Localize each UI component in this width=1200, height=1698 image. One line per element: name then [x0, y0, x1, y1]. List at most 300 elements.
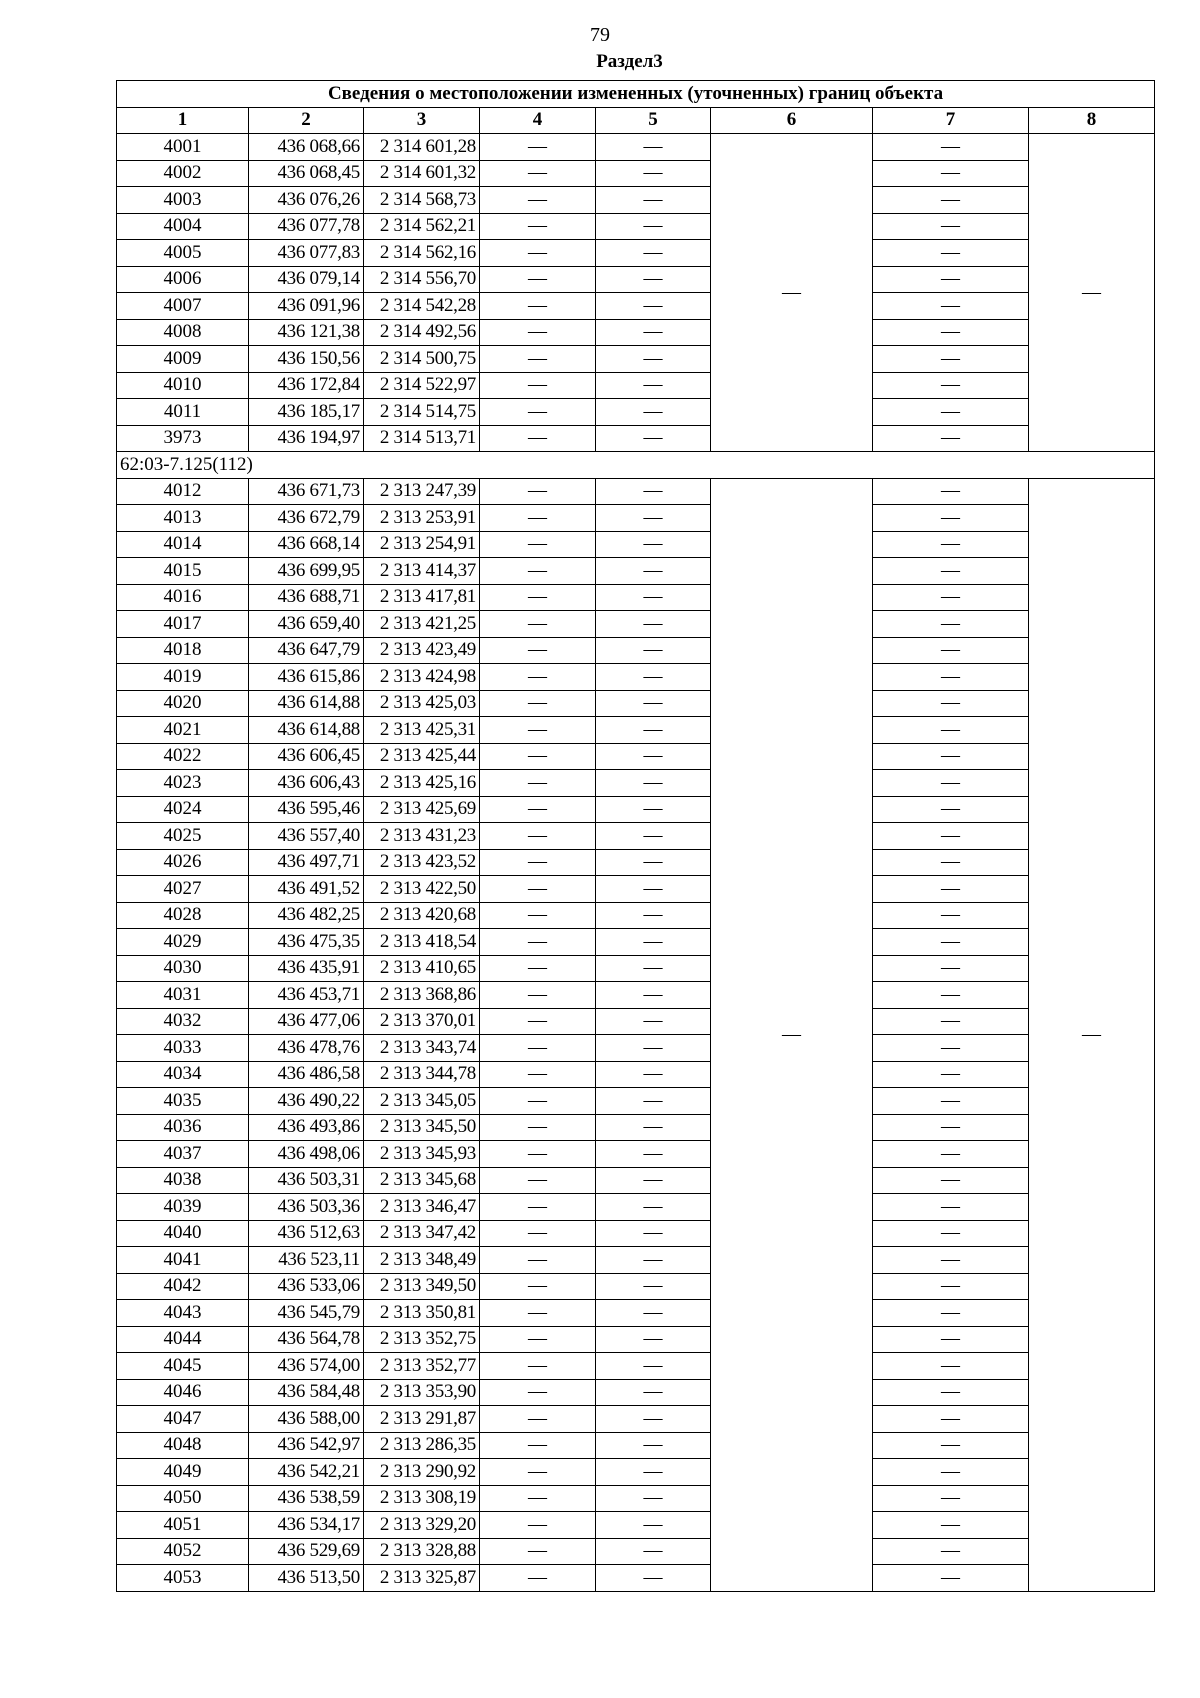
y-coordinate-cell: 2 313 343,74: [364, 1035, 480, 1062]
column-4-cell: —: [480, 1114, 596, 1141]
table-row: [117, 372, 1155, 399]
x-coordinate-cell: 436 079,14: [249, 266, 364, 293]
column-5-cell: —: [596, 1088, 711, 1115]
column-7-cell: —: [873, 399, 1029, 426]
column-7-cell: —: [873, 1088, 1029, 1115]
table-row: [117, 213, 1155, 240]
column-7-cell: —: [873, 346, 1029, 373]
table-row: [117, 1432, 1155, 1459]
y-coordinate-cell: 2 313 420,68: [364, 902, 480, 929]
column-header-5: 5: [596, 107, 711, 134]
y-coordinate-cell: 2 313 254,91: [364, 531, 480, 558]
table-row: [117, 743, 1155, 770]
column-6-merged-cell: —: [711, 478, 873, 1591]
point-number-cell: 4030: [117, 955, 249, 982]
table-row: [117, 1247, 1155, 1274]
y-coordinate-cell: 2 313 291,87: [364, 1406, 480, 1433]
y-coordinate-cell: 2 313 350,81: [364, 1300, 480, 1327]
point-number-cell: 4017: [117, 611, 249, 638]
column-7-cell: —: [873, 505, 1029, 532]
column-5-cell: —: [596, 743, 711, 770]
column-4-cell: —: [480, 955, 596, 982]
x-coordinate-cell: 436 150,56: [249, 346, 364, 373]
column-5-cell: —: [596, 796, 711, 823]
y-coordinate-cell: 2 313 345,50: [364, 1114, 480, 1141]
table-row: [117, 1379, 1155, 1406]
x-coordinate-cell: 436 068,45: [249, 160, 364, 187]
column-4-cell: —: [480, 266, 596, 293]
x-coordinate-cell: 436 615,86: [249, 664, 364, 691]
y-coordinate-cell: 2 313 418,54: [364, 929, 480, 956]
x-coordinate-cell: 436 523,11: [249, 1247, 364, 1274]
point-number-cell: 4024: [117, 796, 249, 823]
column-4-cell: —: [480, 505, 596, 532]
point-number-cell: 4013: [117, 505, 249, 532]
column-7-cell: —: [873, 929, 1029, 956]
column-5-cell: —: [596, 1459, 711, 1486]
point-number-cell: 4033: [117, 1035, 249, 1062]
x-coordinate-cell: 436 478,76: [249, 1035, 364, 1062]
column-5-cell: —: [596, 1326, 711, 1353]
column-5-cell: —: [596, 1300, 711, 1327]
column-4-cell: —: [480, 902, 596, 929]
column-7-cell: —: [873, 902, 1029, 929]
y-coordinate-cell: 2 313 421,25: [364, 611, 480, 638]
table-row: [117, 637, 1155, 664]
column-5-cell: —: [596, 134, 711, 161]
x-coordinate-cell: 436 121,38: [249, 319, 364, 346]
column-4-cell: —: [480, 1300, 596, 1327]
point-number-cell: 4046: [117, 1379, 249, 1406]
column-4-cell: —: [480, 346, 596, 373]
column-7-cell: —: [873, 478, 1029, 505]
column-7-cell: —: [873, 1432, 1029, 1459]
column-4-cell: —: [480, 743, 596, 770]
column-7-cell: —: [873, 1008, 1029, 1035]
table-row: [117, 1273, 1155, 1300]
y-coordinate-cell: 2 314 514,75: [364, 399, 480, 426]
table-row: [117, 558, 1155, 585]
x-coordinate-cell: 436 668,14: [249, 531, 364, 558]
x-coordinate-cell: 436 529,69: [249, 1538, 364, 1565]
x-coordinate-cell: 436 194,97: [249, 425, 364, 452]
table-row: [117, 902, 1155, 929]
column-7-cell: —: [873, 584, 1029, 611]
y-coordinate-cell: 2 313 325,87: [364, 1565, 480, 1592]
x-coordinate-cell: 436 647,79: [249, 637, 364, 664]
point-number-cell: 4043: [117, 1300, 249, 1327]
table-row: [117, 1353, 1155, 1380]
column-7-cell: —: [873, 637, 1029, 664]
y-coordinate-cell: 2 313 353,90: [364, 1379, 480, 1406]
column-7-cell: —: [873, 1459, 1029, 1486]
point-number-cell: 4006: [117, 266, 249, 293]
column-4-cell: —: [480, 1273, 596, 1300]
x-coordinate-cell: 436 486,58: [249, 1061, 364, 1088]
x-coordinate-cell: 436 557,40: [249, 823, 364, 850]
column-7-cell: —: [873, 823, 1029, 850]
table-row: [117, 531, 1155, 558]
point-number-cell: 4020: [117, 690, 249, 717]
x-coordinate-cell: 436 595,46: [249, 796, 364, 823]
table-row: [117, 611, 1155, 638]
x-coordinate-cell: 436 076,26: [249, 187, 364, 214]
point-number-cell: 4023: [117, 770, 249, 797]
x-coordinate-cell: 436 077,83: [249, 240, 364, 267]
point-number-cell: 4039: [117, 1194, 249, 1221]
column-5-cell: —: [596, 1247, 711, 1274]
table-row: [117, 478, 1155, 505]
column-7-cell: —: [873, 266, 1029, 293]
column-4-cell: —: [480, 1538, 596, 1565]
column-7-cell: —: [873, 690, 1029, 717]
x-coordinate-cell: 436 672,79: [249, 505, 364, 532]
x-coordinate-cell: 436 490,22: [249, 1088, 364, 1115]
column-header-2: 2: [249, 107, 364, 134]
table-row: [117, 1459, 1155, 1486]
point-number-cell: 4008: [117, 319, 249, 346]
point-number-cell: 4041: [117, 1247, 249, 1274]
column-7-cell: —: [873, 1061, 1029, 1088]
column-7-cell: —: [873, 1379, 1029, 1406]
x-coordinate-cell: 436 497,71: [249, 849, 364, 876]
table-row: [117, 849, 1155, 876]
table-row: [117, 1300, 1155, 1327]
point-number-cell: 4029: [117, 929, 249, 956]
y-coordinate-cell: 2 313 347,42: [364, 1220, 480, 1247]
column-5-cell: —: [596, 160, 711, 187]
column-7-cell: —: [873, 664, 1029, 691]
table-row: [117, 266, 1155, 293]
column-5-cell: —: [596, 611, 711, 638]
column-7-cell: —: [873, 1114, 1029, 1141]
y-coordinate-cell: 2 313 417,81: [364, 584, 480, 611]
column-7-cell: —: [873, 1300, 1029, 1327]
y-coordinate-cell: 2 314 500,75: [364, 346, 480, 373]
point-number-cell: 4051: [117, 1512, 249, 1539]
column-4-cell: —: [480, 690, 596, 717]
point-number-cell: 4042: [117, 1273, 249, 1300]
column-4-cell: —: [480, 372, 596, 399]
column-7-cell: —: [873, 1485, 1029, 1512]
table-row: [117, 823, 1155, 850]
column-7-cell: —: [873, 955, 1029, 982]
column-4-cell: —: [480, 611, 596, 638]
column-4-cell: —: [480, 1512, 596, 1539]
table-row: [117, 717, 1155, 744]
column-7-cell: —: [873, 319, 1029, 346]
column-5-cell: —: [596, 1008, 711, 1035]
y-coordinate-cell: 2 313 346,47: [364, 1194, 480, 1221]
point-number-cell: 4027: [117, 876, 249, 903]
column-5-cell: —: [596, 399, 711, 426]
column-5-cell: —: [596, 1565, 711, 1592]
column-4-cell: —: [480, 584, 596, 611]
point-number-cell: 4035: [117, 1088, 249, 1115]
point-number-cell: 4018: [117, 637, 249, 664]
point-number-cell: 4048: [117, 1432, 249, 1459]
column-8-merged-cell: —: [1029, 478, 1155, 1591]
y-coordinate-cell: 2 313 422,50: [364, 876, 480, 903]
y-coordinate-cell: 2 313 329,20: [364, 1512, 480, 1539]
column-5-cell: —: [596, 1538, 711, 1565]
column-4-cell: —: [480, 1035, 596, 1062]
point-number-cell: 4012: [117, 478, 249, 505]
table-row: [117, 1565, 1155, 1592]
y-coordinate-cell: 2 314 522,97: [364, 372, 480, 399]
point-number-cell: 4040: [117, 1220, 249, 1247]
y-coordinate-cell: 2 314 601,28: [364, 134, 480, 161]
table-row: [117, 346, 1155, 373]
y-coordinate-cell: 2 313 410,65: [364, 955, 480, 982]
column-7-cell: —: [873, 558, 1029, 585]
column-5-cell: —: [596, 1194, 711, 1221]
point-number-cell: 4025: [117, 823, 249, 850]
point-number-cell: 4014: [117, 531, 249, 558]
table-row: [117, 1035, 1155, 1062]
column-7-cell: —: [873, 849, 1029, 876]
column-4-cell: —: [480, 399, 596, 426]
column-5-cell: —: [596, 1406, 711, 1433]
table-row: [117, 1194, 1155, 1221]
column-4-cell: —: [480, 478, 596, 505]
table-row: [117, 1538, 1155, 1565]
point-number-cell: 4016: [117, 584, 249, 611]
column-4-cell: —: [480, 1194, 596, 1221]
column-5-cell: —: [596, 266, 711, 293]
column-7-cell: —: [873, 1220, 1029, 1247]
column-5-cell: —: [596, 1035, 711, 1062]
y-coordinate-cell: 2 313 348,49: [364, 1247, 480, 1274]
y-coordinate-cell: 2 313 352,77: [364, 1353, 480, 1380]
column-5-cell: —: [596, 372, 711, 399]
column-7-cell: —: [873, 1538, 1029, 1565]
column-header-3: 3: [364, 107, 480, 134]
x-coordinate-cell: 436 688,71: [249, 584, 364, 611]
column-header-7: 7: [873, 107, 1029, 134]
column-5-cell: —: [596, 770, 711, 797]
column-7-cell: —: [873, 770, 1029, 797]
table-row: [117, 187, 1155, 214]
table-row: [117, 160, 1155, 187]
column-4-cell: —: [480, 319, 596, 346]
table-row: [117, 1167, 1155, 1194]
column-5-cell: —: [596, 876, 711, 903]
x-coordinate-cell: 436 185,17: [249, 399, 364, 426]
table-row: [117, 1114, 1155, 1141]
column-7-cell: —: [873, 1273, 1029, 1300]
column-4-cell: —: [480, 1141, 596, 1168]
point-number-cell: 4038: [117, 1167, 249, 1194]
x-coordinate-cell: 436 068,66: [249, 134, 364, 161]
y-coordinate-cell: 2 313 345,93: [364, 1141, 480, 1168]
point-number-cell: 4032: [117, 1008, 249, 1035]
point-number-cell: 4011: [117, 399, 249, 426]
column-7-cell: —: [873, 743, 1029, 770]
x-coordinate-cell: 436 453,71: [249, 982, 364, 1009]
column-7-cell: —: [873, 293, 1029, 320]
table-row: [117, 240, 1155, 267]
y-coordinate-cell: 2 313 425,31: [364, 717, 480, 744]
group-label: 62:03-7.125(112): [117, 452, 1155, 479]
table-row: [117, 1326, 1155, 1353]
page-number: 79: [590, 24, 610, 46]
column-5-cell: —: [596, 1432, 711, 1459]
column-header-8: 8: [1029, 107, 1155, 134]
column-5-cell: —: [596, 505, 711, 532]
table-row: [117, 425, 1155, 452]
column-5-cell: —: [596, 849, 711, 876]
x-coordinate-cell: 436 533,06: [249, 1273, 364, 1300]
table-row: [117, 505, 1155, 532]
column-header-4: 4: [480, 107, 596, 134]
column-7-cell: —: [873, 187, 1029, 214]
column-4-cell: —: [480, 1247, 596, 1274]
column-5-cell: —: [596, 531, 711, 558]
column-5-cell: —: [596, 717, 711, 744]
x-coordinate-cell: 436 513,50: [249, 1565, 364, 1592]
y-coordinate-cell: 2 313 425,44: [364, 743, 480, 770]
point-number-cell: 4034: [117, 1061, 249, 1088]
x-coordinate-cell: 436 588,00: [249, 1406, 364, 1433]
column-4-cell: —: [480, 1432, 596, 1459]
y-coordinate-cell: 2 314 513,71: [364, 425, 480, 452]
column-5-cell: —: [596, 240, 711, 267]
column-7-cell: —: [873, 982, 1029, 1009]
x-coordinate-cell: 436 614,88: [249, 690, 364, 717]
y-coordinate-cell: 2 313 328,88: [364, 1538, 480, 1565]
column-header-6: 6: [711, 107, 873, 134]
point-number-cell: 4045: [117, 1353, 249, 1380]
point-number-cell: 4036: [117, 1114, 249, 1141]
x-coordinate-cell: 436 512,63: [249, 1220, 364, 1247]
x-coordinate-cell: 436 475,35: [249, 929, 364, 956]
column-4-cell: —: [480, 1088, 596, 1115]
column-5-cell: —: [596, 478, 711, 505]
table-row: [117, 134, 1155, 161]
point-number-cell: 4021: [117, 717, 249, 744]
column-5-cell: —: [596, 1485, 711, 1512]
column-4-cell: —: [480, 770, 596, 797]
column-5-cell: —: [596, 823, 711, 850]
column-7-cell: —: [873, 160, 1029, 187]
column-5-cell: —: [596, 1512, 711, 1539]
column-4-cell: —: [480, 717, 596, 744]
y-coordinate-cell: 2 314 568,73: [364, 187, 480, 214]
column-4-cell: —: [480, 929, 596, 956]
y-coordinate-cell: 2 313 370,01: [364, 1008, 480, 1035]
table-row: [117, 1220, 1155, 1247]
table-title: Сведения о местоположении измененных (уточненных) границ объекта: [117, 81, 1155, 108]
point-number-cell: 4009: [117, 346, 249, 373]
x-coordinate-cell: 436 659,40: [249, 611, 364, 638]
column-5-cell: —: [596, 982, 711, 1009]
point-number-cell: 4049: [117, 1459, 249, 1486]
column-7-cell: —: [873, 1512, 1029, 1539]
y-coordinate-cell: 2 314 492,56: [364, 319, 480, 346]
table-row: [117, 982, 1155, 1009]
point-number-cell: 4031: [117, 982, 249, 1009]
column-4-cell: —: [480, 796, 596, 823]
column-5-cell: —: [596, 1061, 711, 1088]
column-4-cell: —: [480, 1008, 596, 1035]
column-5-cell: —: [596, 1167, 711, 1194]
x-coordinate-cell: 436 542,21: [249, 1459, 364, 1486]
y-coordinate-cell: 2 314 562,16: [364, 240, 480, 267]
column-4-cell: —: [480, 664, 596, 691]
x-coordinate-cell: 436 077,78: [249, 213, 364, 240]
column-7-cell: —: [873, 425, 1029, 452]
x-coordinate-cell: 436 482,25: [249, 902, 364, 929]
y-coordinate-cell: 2 313 308,19: [364, 1485, 480, 1512]
column-5-cell: —: [596, 1220, 711, 1247]
column-7-cell: —: [873, 717, 1029, 744]
x-coordinate-cell: 436 564,78: [249, 1326, 364, 1353]
column-5-cell: —: [596, 346, 711, 373]
column-5-cell: —: [596, 187, 711, 214]
y-coordinate-cell: 2 313 290,92: [364, 1459, 480, 1486]
column-5-cell: —: [596, 584, 711, 611]
table-row: [117, 293, 1155, 320]
column-5-cell: —: [596, 425, 711, 452]
x-coordinate-cell: 436 435,91: [249, 955, 364, 982]
point-number-cell: 4044: [117, 1326, 249, 1353]
point-number-cell: 4050: [117, 1485, 249, 1512]
y-coordinate-cell: 2 313 425,69: [364, 796, 480, 823]
point-number-cell: 4010: [117, 372, 249, 399]
point-number-cell: 4053: [117, 1565, 249, 1592]
y-coordinate-cell: 2 313 414,37: [364, 558, 480, 585]
x-coordinate-cell: 436 542,97: [249, 1432, 364, 1459]
column-7-cell: —: [873, 611, 1029, 638]
column-7-cell: —: [873, 213, 1029, 240]
column-header-1: 1: [117, 107, 249, 134]
column-4-cell: —: [480, 1565, 596, 1592]
column-7-cell: —: [873, 1035, 1029, 1062]
y-coordinate-cell: 2 313 247,39: [364, 478, 480, 505]
column-4-cell: —: [480, 425, 596, 452]
x-coordinate-cell: 436 699,95: [249, 558, 364, 585]
column-7-cell: —: [873, 240, 1029, 267]
table-row: [117, 1485, 1155, 1512]
table-row: [117, 399, 1155, 426]
column-4-cell: —: [480, 876, 596, 903]
point-number-cell: 4028: [117, 902, 249, 929]
table-row: [117, 876, 1155, 903]
y-coordinate-cell: 2 313 423,49: [364, 637, 480, 664]
column-5-cell: —: [596, 1273, 711, 1300]
column-5-cell: —: [596, 319, 711, 346]
point-number-cell: 4037: [117, 1141, 249, 1168]
column-4-cell: —: [480, 213, 596, 240]
column-5-cell: —: [596, 1353, 711, 1380]
column-5-cell: —: [596, 213, 711, 240]
y-coordinate-cell: 2 313 253,91: [364, 505, 480, 532]
column-4-cell: —: [480, 187, 596, 214]
x-coordinate-cell: 436 493,86: [249, 1114, 364, 1141]
y-coordinate-cell: 2 314 556,70: [364, 266, 480, 293]
y-coordinate-cell: 2 313 345,68: [364, 1167, 480, 1194]
column-4-cell: —: [480, 1485, 596, 1512]
point-number-cell: 4015: [117, 558, 249, 585]
y-coordinate-cell: 2 313 425,03: [364, 690, 480, 717]
x-coordinate-cell: 436 534,17: [249, 1512, 364, 1539]
x-coordinate-cell: 436 584,48: [249, 1379, 364, 1406]
column-7-cell: —: [873, 372, 1029, 399]
section-title: Раздел3: [596, 51, 663, 72]
x-coordinate-cell: 436 503,31: [249, 1167, 364, 1194]
table-row: [117, 690, 1155, 717]
